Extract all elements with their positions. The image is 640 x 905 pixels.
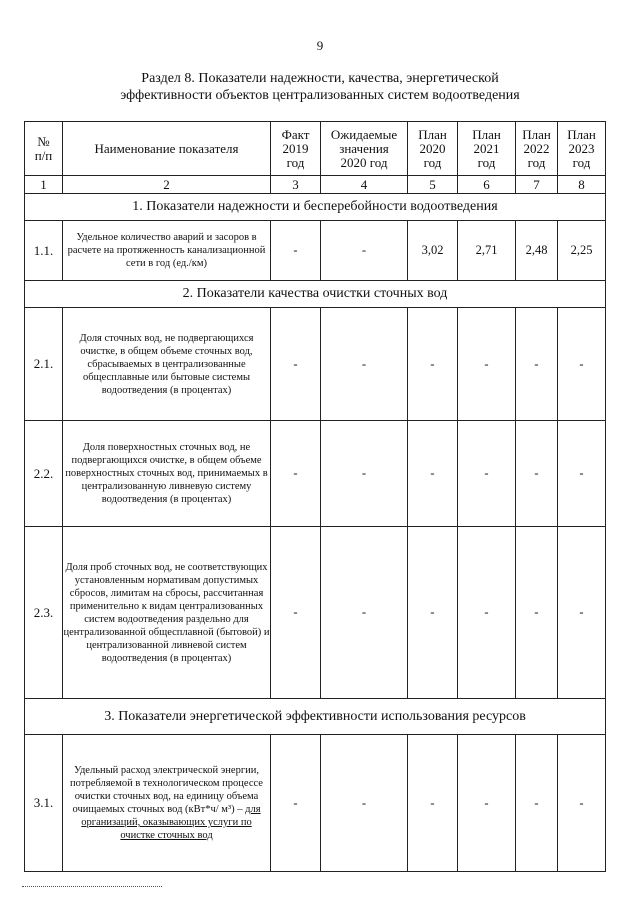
row-number: 3.1.: [25, 735, 63, 872]
indicator-name: Доля проб сточных вод, не соответствующих установленным нормативам допустимых сбросов, лимитам на сбросы, рассчитанная применительно к видам централизованных систем водоотведения раздельно для централизованной общесплавной (бытовой) и централизованной ливневой систем водоотведения (в процентах): [63, 527, 271, 699]
cell-plan-2023: -: [558, 527, 606, 699]
header-plan-2020: План 2020 год: [408, 122, 458, 176]
page-number: 9: [316, 38, 324, 53]
header-name: Наименование показателя: [63, 122, 271, 176]
cell-plan-2020: -: [408, 421, 458, 527]
cell-plan-2022: -: [516, 735, 558, 872]
indicator-name: Доля сточных вод, не подвергающихся очистке, в общем объеме сточных вод, сбрасываемых в централизованные общесплавные или бытовые системы водоотведения (в процентах): [63, 308, 271, 421]
row-number: 2.1.: [25, 308, 63, 421]
group-row-reliability: [25, 194, 606, 221]
column-number: 1: [25, 176, 63, 194]
table-row: [25, 421, 606, 527]
footnote-divider: [22, 886, 162, 887]
group-heading: 3. Показатели энергетической эффективности использования ресурсов: [25, 699, 606, 735]
group-heading: 2. Показатели качества очистки сточных вод: [25, 281, 606, 308]
table-row: [25, 308, 606, 421]
row-number: 1.1.: [25, 221, 63, 281]
section-title-line1: Раздел 8. Показатели надежности, качества, энергетической: [141, 71, 499, 86]
cell-plan-2020: -: [408, 308, 458, 421]
cell-fact-2019: -: [271, 308, 321, 421]
cell-plan-2022: -: [516, 527, 558, 699]
cell-expected-2020: -: [321, 308, 408, 421]
column-number: 5: [408, 176, 458, 194]
section-title: [70, 70, 570, 104]
cell-plan-2021: -: [458, 421, 516, 527]
column-number: 8: [558, 176, 606, 194]
section-title-line2: эффективности объектов централизованных систем водоотведения: [120, 88, 520, 103]
cell-plan-2020: 3,02: [408, 221, 458, 281]
header-plan-2023: План 2023 год: [558, 122, 606, 176]
row-number: 2.2.: [25, 421, 63, 527]
cell-expected-2020: -: [321, 221, 408, 281]
cell-plan-2022: -: [516, 421, 558, 527]
cell-fact-2019: -: [271, 421, 321, 527]
header-expected-2020: Ожидаемые значения 2020 год: [321, 122, 408, 176]
table-header-row: [25, 122, 606, 176]
indicator-name: [63, 735, 271, 872]
column-number: 6: [458, 176, 516, 194]
cell-fact-2019: -: [271, 527, 321, 699]
header-num: № п/п: [25, 122, 63, 176]
header-plan-2022: План 2022 год: [516, 122, 558, 176]
indicator-name-underlined: для организаций, оказывающих услуги по очистке сточных вод: [81, 804, 261, 841]
indicator-name: Доля поверхностных сточных вод, не подвергающихся очистке, в общем объеме поверхностных сточных вод, принимаемых в централизованную ливневую систему водоотведения (в процентах): [63, 421, 271, 527]
indicators-table: [24, 121, 606, 872]
indicator-name-main: Удельный расход электрической энергии, потребляемой в технологическом процессе очистки сточных вод, на единицу объема очищаемых сточных вод (кВт*ч/ м³) –: [70, 765, 263, 815]
indicator-name: Удельное количество аварий и засоров в расчете на протяженность канализационной сети в год (ед./км): [63, 221, 271, 281]
column-number: 2: [63, 176, 271, 194]
group-row-quality: [25, 281, 606, 308]
cell-plan-2022: -: [516, 308, 558, 421]
group-heading: 1. Показатели надежности и бесперебойности водоотведения: [25, 194, 606, 221]
column-number-row: [25, 176, 606, 194]
column-number: 3: [271, 176, 321, 194]
cell-plan-2021: -: [458, 308, 516, 421]
header-fact-2019: Факт 2019 год: [271, 122, 321, 176]
cell-expected-2020: -: [321, 421, 408, 527]
header-plan-2021: План 2021 год: [458, 122, 516, 176]
cell-plan-2020: -: [408, 527, 458, 699]
group-row-energy: [25, 699, 606, 735]
column-number: 4: [321, 176, 408, 194]
cell-plan-2023: 2,25: [558, 221, 606, 281]
cell-plan-2021: 2,71: [458, 221, 516, 281]
cell-plan-2021: -: [458, 527, 516, 699]
column-number: 7: [516, 176, 558, 194]
cell-fact-2019: -: [271, 735, 321, 872]
cell-fact-2019: -: [271, 221, 321, 281]
cell-expected-2020: -: [321, 527, 408, 699]
cell-expected-2020: -: [321, 735, 408, 872]
row-number: 2.3.: [25, 527, 63, 699]
table-row: [25, 527, 606, 699]
cell-plan-2023: -: [558, 421, 606, 527]
cell-plan-2022: 2,48: [516, 221, 558, 281]
cell-plan-2021: -: [458, 735, 516, 872]
cell-plan-2023: -: [558, 308, 606, 421]
cell-plan-2023: -: [558, 735, 606, 872]
table-row: [25, 735, 606, 872]
cell-plan-2020: -: [408, 735, 458, 872]
table-row: [25, 221, 606, 281]
